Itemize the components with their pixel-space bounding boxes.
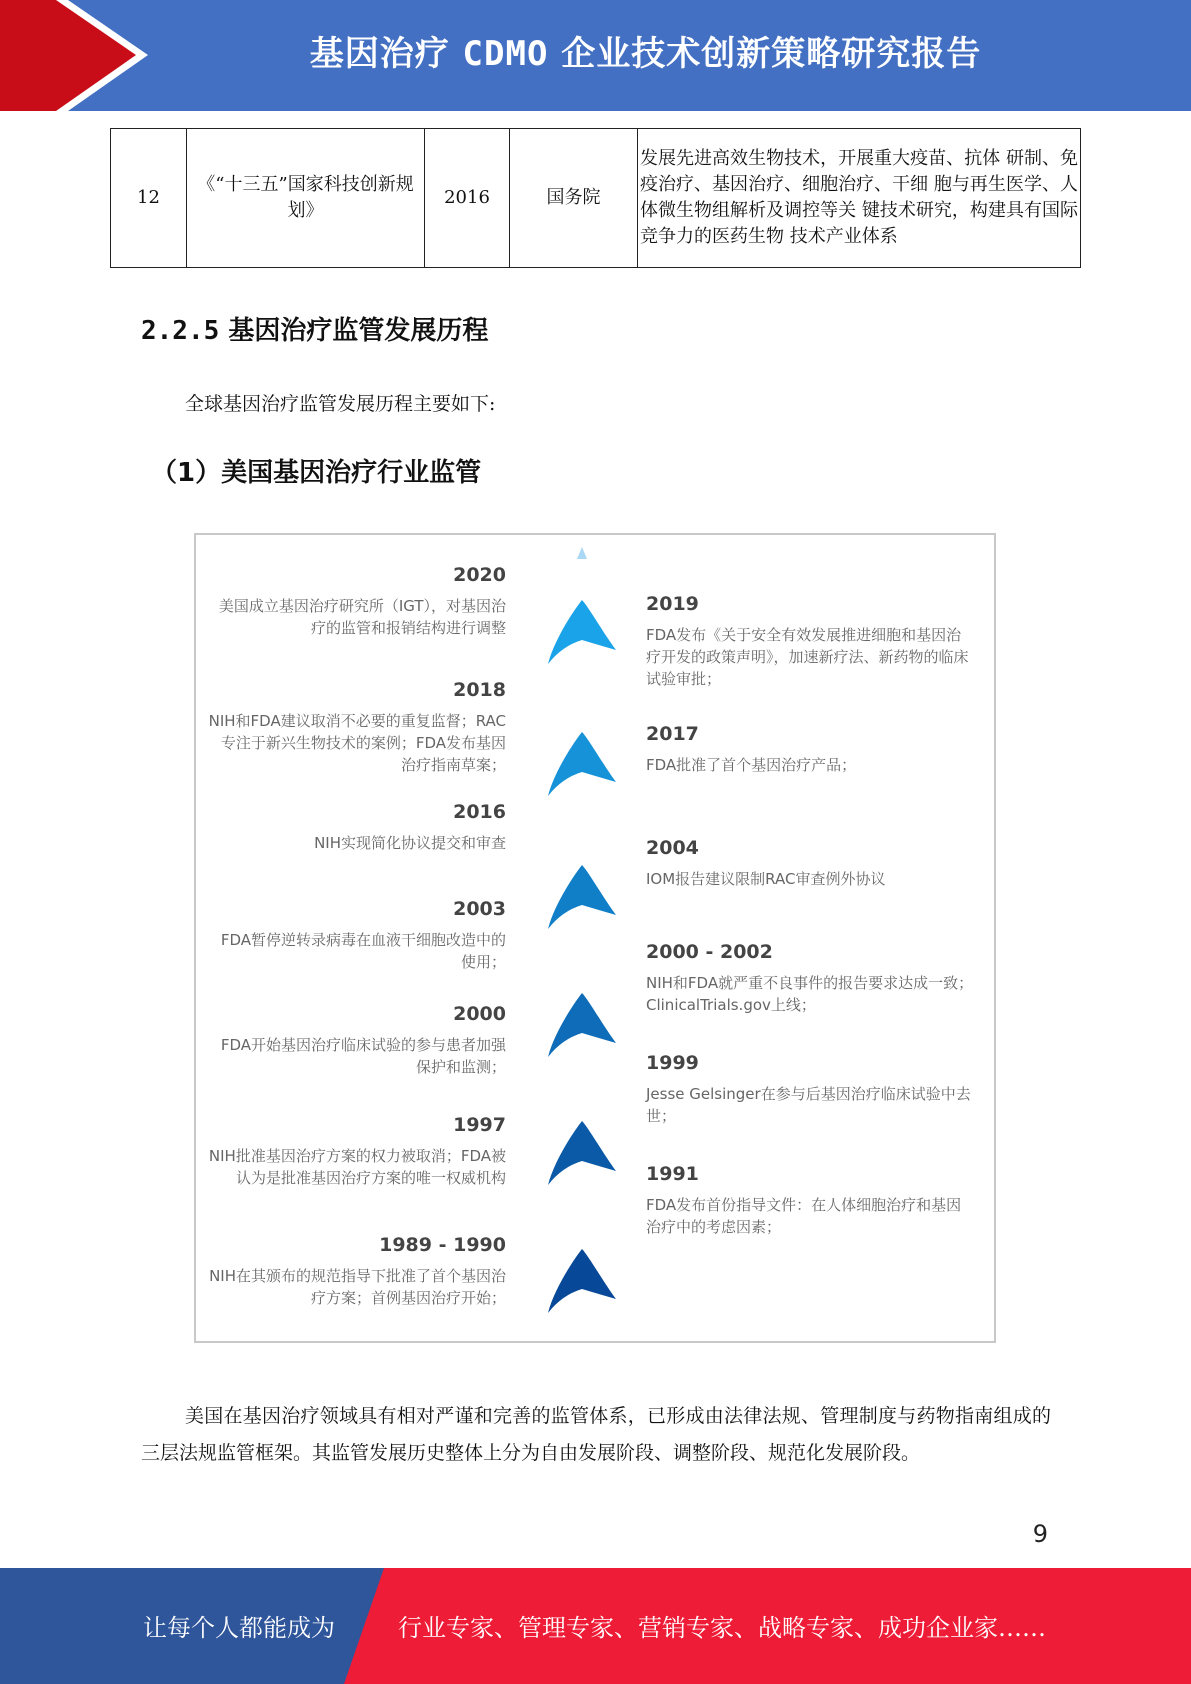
page-number: 9 <box>1032 1520 1048 1548</box>
subsection-heading: （1）美国基因治疗行业监管 <box>151 458 482 488</box>
timeline-event-1991 <box>646 1162 976 1238</box>
timeline-event-1989-1990 <box>206 1233 506 1309</box>
timeline-arrow-icon <box>548 865 616 929</box>
policy-name: 《“十三五”国家科技创新规划》 <box>187 129 425 268</box>
event-year: 2003 <box>453 898 506 920</box>
event-text: FDA发布首份指导文件：在人体细胞治疗和基因治疗中的考虑因素； <box>646 1196 962 1236</box>
timeline-arrow-icon <box>548 600 616 664</box>
footer-slogan-right: 行业专家、管理专家、营销专家、战略专家、成功企业家…… <box>398 1614 1046 1642</box>
report-title: 基因治疗 CDMO 企业技术创新策略研究报告 <box>309 34 982 74</box>
event-text: NIH和FDA建议取消不必要的重复监督；RAC专注于新兴生物技术的案例；FDA发布基因治疗指南草案； <box>208 712 506 774</box>
us-regulation-timeline <box>194 533 996 1343</box>
event-year: 2000 <box>453 1003 506 1025</box>
event-year: 2004 <box>646 837 699 859</box>
event-year: 2000 - 2002 <box>646 941 773 963</box>
event-text: Jesse Gelsinger在参与后基因治疗临床试验中去世； <box>646 1085 971 1125</box>
footer-slogan-left: 让每个人都能成为 <box>143 1614 335 1642</box>
timeline-event-2000-2002 <box>646 940 976 1016</box>
timeline-event-1997 <box>206 1113 506 1189</box>
event-year: 2017 <box>646 723 699 745</box>
event-year: 1991 <box>646 1163 699 1185</box>
event-year: 1999 <box>646 1052 699 1074</box>
timeline-event-2004 <box>646 836 976 890</box>
event-text: FDA批准了首个基因治疗产品； <box>646 756 857 774</box>
timeline-event-2019 <box>646 592 976 690</box>
event-text: NIH和FDA就严重不良事件的报告要求达成一致；ClinicalTrials.gov上线； <box>646 974 974 1014</box>
header-chevron-icon <box>0 0 170 111</box>
page-header <box>0 0 1191 111</box>
timeline-event-1999 <box>646 1051 976 1127</box>
timeline-event-2018 <box>206 678 506 776</box>
timeline-event-2016 <box>206 800 506 854</box>
section-intro: 全球基因治疗监管发展历程主要如下: <box>185 393 496 415</box>
event-year: 2018 <box>453 679 506 701</box>
timeline-event-2020 <box>206 563 506 639</box>
body-paragraph: 美国在基因治疗领域具有相对严谨和完善的监管体系，已形成由法律法规、管理制度与药物指南组成的三层法规监管框架。其监管发展历史整体上分为自由发展阶段、调整阶段、规范化发展阶段。 <box>141 1405 1051 1464</box>
event-year: 1989 - 1990 <box>379 1234 506 1256</box>
policy-issuer: 国务院 <box>510 129 638 268</box>
event-year: 2020 <box>453 564 506 586</box>
timeline-event-2003 <box>206 897 506 973</box>
event-text: FDA开始基因治疗临床试验的参与患者加强保护和监测； <box>220 1036 506 1076</box>
policy-year: 2016 <box>425 129 510 268</box>
timeline-event-2000 <box>206 1002 506 1078</box>
policy-content: 发展先进高效生物技术，开展重大疫苗、抗体 研制、免疫治疗、基因治疗、细胞治疗、干细 胞与再生医学、人体微生物组解析及调控等关 键技术研究，构建具有国际竞争力的医药生物 技术产业体系 <box>638 129 1081 268</box>
event-text: NIH批准基因治疗方案的权力被取消；FDA被认为是批准基因治疗方案的唯一权威机构 <box>208 1147 506 1187</box>
event-text: FDA暂停逆转录病毒在血液干细胞改造中的使用； <box>220 931 506 971</box>
event-year: 2019 <box>646 593 699 615</box>
page-footer <box>0 1568 1191 1684</box>
event-year: 2016 <box>453 801 506 823</box>
table-row <box>111 129 1081 268</box>
event-text: IOM报告建议限制RAC审查例外协议 <box>646 870 886 888</box>
event-text: 美国成立基因治疗研究所（IGT），对基因治疗的监管和报销结构进行调整 <box>218 597 506 637</box>
policy-table <box>110 128 1081 268</box>
row-index: 12 <box>111 129 187 268</box>
event-year: 1997 <box>453 1114 506 1136</box>
timeline-event-2017 <box>646 722 976 776</box>
event-text: NIH实现简化协议提交和审查 <box>314 834 506 852</box>
section-heading: 2.2.5 基因治疗监管发展历程 <box>141 316 489 346</box>
event-text: NIH在其颁布的规范指导下批准了首个基因治疗方案；首例基因治疗开始； <box>209 1267 506 1307</box>
event-text: FDA发布《关于安全有效发展推进细胞和基因治疗开发的政策声明》，加速新疗法、新药物的临床试验审批； <box>646 626 969 688</box>
